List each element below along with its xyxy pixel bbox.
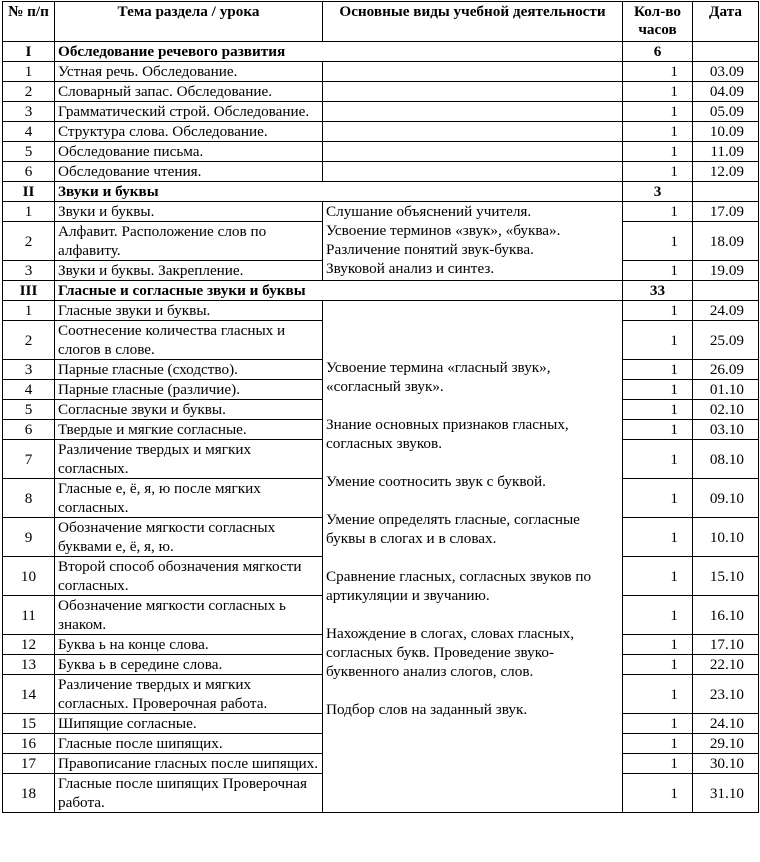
row-topic: Обследование чтения. (55, 162, 323, 182)
row-date: 09.10 (693, 479, 759, 518)
row-hours: 1 (623, 62, 693, 82)
row-activities-empty (323, 162, 623, 182)
row-hours: 1 (623, 122, 693, 142)
table-row (3, 162, 759, 182)
row-topic: Алфавит. Расположение слов по алфавиту. (55, 222, 323, 261)
row-topic: Различение твердых и мягких согласных. Проверочная работа. (55, 675, 323, 714)
table-body (3, 42, 759, 813)
row-number: 3 (3, 261, 55, 281)
row-topic: Соотнесение количества гласных и слогов в слове. (55, 321, 323, 360)
row-hours: 1 (623, 82, 693, 102)
row-activities-empty (323, 122, 623, 142)
activity-item: Сравнение гласных, согласных звуков по артикуляции и звучанию. (326, 568, 592, 604)
header-topic: Тема раздела / урока (55, 2, 323, 42)
activity-spacer (326, 605, 619, 624)
header-num: № п/п (3, 2, 55, 42)
table-row (3, 202, 759, 222)
row-hours: 1 (623, 479, 693, 518)
row-number: 16 (3, 734, 55, 754)
row-activities-empty (323, 62, 623, 82)
activity-item: Умение соотносить звук с буквой. (326, 473, 546, 490)
section-number: I (3, 42, 55, 62)
row-activities-empty (323, 82, 623, 102)
table-row (3, 102, 759, 122)
row-hours: 1 (623, 596, 693, 635)
row-topic: Звуки и буквы. Закрепление. (55, 261, 323, 281)
row-number: 14 (3, 675, 55, 714)
row-number: 12 (3, 635, 55, 655)
activity-spacer (326, 396, 619, 415)
row-hours: 1 (623, 380, 693, 400)
row-hours: 1 (623, 675, 693, 714)
row-date: 15.10 (693, 557, 759, 596)
row-topic: Обозначение мягкости согласных буквами е, ё, я, ю. (55, 518, 323, 557)
activity-item: Нахождение в слогах, словах гласных, согласных букв. Проведение звуко-буквенного анализ слогов, слов. (326, 625, 574, 680)
section-title: Обследование речевого развития (55, 42, 623, 62)
row-number: 17 (3, 754, 55, 774)
row-date: 19.09 (693, 261, 759, 281)
table-row (3, 301, 759, 321)
row-date: 04.09 (693, 82, 759, 102)
section-date-empty (693, 281, 759, 301)
row-number: 11 (3, 596, 55, 635)
activity-item: Подбор слов на заданный звук. (326, 701, 528, 718)
row-number: 1 (3, 62, 55, 82)
header-hours: Кол-во часов (623, 2, 693, 42)
row-topic: Структура слова. Обследование. (55, 122, 323, 142)
row-hours: 1 (623, 734, 693, 754)
row-date: 03.10 (693, 420, 759, 440)
row-date: 22.10 (693, 655, 759, 675)
activity-item: Умение определять гласные, согласные буквы в слогах и в словах. (326, 511, 580, 547)
row-date: 11.09 (693, 142, 759, 162)
row-topic: Правописание гласных после шипящих. (55, 754, 323, 774)
row-hours: 1 (623, 655, 693, 675)
row-date: 23.10 (693, 675, 759, 714)
row-hours: 1 (623, 714, 693, 734)
section-number: II (3, 182, 55, 202)
row-date: 26.09 (693, 360, 759, 380)
section-row (3, 42, 759, 62)
section-row (3, 281, 759, 301)
row-topic: Звуки и буквы. (55, 202, 323, 222)
row-date: 18.09 (693, 222, 759, 261)
row-number: 6 (3, 162, 55, 182)
header-date: Дата (693, 2, 759, 42)
row-hours: 1 (623, 518, 693, 557)
row-date: 03.09 (693, 62, 759, 82)
row-number: 18 (3, 774, 55, 813)
row-number: 4 (3, 380, 55, 400)
row-topic: Шипящие согласные. (55, 714, 323, 734)
row-number: 15 (3, 714, 55, 734)
row-activities-empty (323, 102, 623, 122)
row-hours: 1 (623, 301, 693, 321)
section-hours: 33 (623, 281, 693, 301)
row-number: 8 (3, 479, 55, 518)
section-title: Звуки и буквы (55, 182, 623, 202)
row-hours: 1 (623, 754, 693, 774)
row-topic: Второй способ обозначения мягкости согласных. (55, 557, 323, 596)
row-number: 2 (3, 321, 55, 360)
row-topic: Буква ь в середине слова. (55, 655, 323, 675)
row-date: 16.10 (693, 596, 759, 635)
row-date: 24.09 (693, 301, 759, 321)
row-number: 6 (3, 420, 55, 440)
row-number: 9 (3, 518, 55, 557)
row-topic: Обследование письма. (55, 142, 323, 162)
activity-item: Слушание объяснений учителя. (326, 203, 532, 220)
row-topic: Различение твердых и мягких согласных. (55, 440, 323, 479)
row-number: 5 (3, 400, 55, 420)
row-topic: Буква ь на конце слова. (55, 635, 323, 655)
row-date: 10.09 (693, 122, 759, 142)
section-date-empty (693, 42, 759, 62)
header-activities: Основные виды учебной деятельности (323, 2, 623, 42)
activity-spacer (326, 453, 619, 472)
row-topic: Гласные звуки и буквы. (55, 301, 323, 321)
row-topic: Твердые и мягкие согласные. (55, 420, 323, 440)
table-row (3, 122, 759, 142)
activity-item: Различение понятий звук-буква. (326, 241, 534, 258)
row-hours: 1 (623, 222, 693, 261)
row-date: 31.10 (693, 774, 759, 813)
row-hours: 1 (623, 102, 693, 122)
row-hours: 1 (623, 400, 693, 420)
row-hours: 1 (623, 774, 693, 813)
row-number: 4 (3, 122, 55, 142)
curriculum-table (2, 1, 759, 813)
row-topic: Гласные после шипящих Проверочная работа. (55, 774, 323, 813)
row-number: 2 (3, 82, 55, 102)
row-date: 17.09 (693, 202, 759, 222)
row-topic: Обозначение мягкости согласных ь знаком. (55, 596, 323, 635)
row-hours: 1 (623, 202, 693, 222)
row-topic: Грамматический строй. Обследование. (55, 102, 323, 122)
row-date: 01.10 (693, 380, 759, 400)
row-topic: Словарный запас. Обследование. (55, 82, 323, 102)
row-hours: 1 (623, 142, 693, 162)
row-number: 3 (3, 360, 55, 380)
row-date: 12.09 (693, 162, 759, 182)
row-hours: 1 (623, 420, 693, 440)
row-hours: 1 (623, 557, 693, 596)
row-date: 10.10 (693, 518, 759, 557)
row-number: 7 (3, 440, 55, 479)
row-date: 30.10 (693, 754, 759, 774)
row-number: 2 (3, 222, 55, 261)
activity-item: Усвоение терминов «звук», «буква». (326, 222, 561, 239)
row-date: 08.10 (693, 440, 759, 479)
section-number: III (3, 281, 55, 301)
row-number: 3 (3, 102, 55, 122)
row-topic: Устная речь. Обследование. (55, 62, 323, 82)
activity-item: Звуковой анализ и синтез. (326, 260, 495, 277)
section-date-empty (693, 182, 759, 202)
table-row (3, 82, 759, 102)
row-topic: Парные гласные (различие). (55, 380, 323, 400)
activity-spacer (326, 548, 619, 567)
row-date: 24.10 (693, 714, 759, 734)
table-header-row (3, 2, 759, 42)
row-activities-empty (323, 142, 623, 162)
row-topic: Согласные звуки и буквы. (55, 400, 323, 420)
table-row (3, 142, 759, 162)
row-number: 1 (3, 202, 55, 222)
row-hours: 1 (623, 321, 693, 360)
row-hours: 1 (623, 360, 693, 380)
row-date: 29.10 (693, 734, 759, 754)
row-number: 13 (3, 655, 55, 675)
section-hours: 3 (623, 182, 693, 202)
section-title: Гласные и согласные звуки и буквы (55, 281, 623, 301)
section-row (3, 182, 759, 202)
row-number: 1 (3, 301, 55, 321)
row-hours: 1 (623, 261, 693, 281)
section-activities (323, 202, 623, 281)
activity-spacer (326, 491, 619, 510)
activity-item: Усвоение термина «гласный звук», «согласный звук». (326, 359, 551, 395)
row-date: 25.09 (693, 321, 759, 360)
row-hours: 1 (623, 440, 693, 479)
row-topic: Гласные после шипящих. (55, 734, 323, 754)
section-hours: 6 (623, 42, 693, 62)
row-topic: Парные гласные (сходство). (55, 360, 323, 380)
activity-spacer (326, 681, 619, 700)
activity-item: Знание основных признаков гласных, согласных звуков. (326, 416, 569, 452)
row-number: 5 (3, 142, 55, 162)
row-date: 17.10 (693, 635, 759, 655)
table-row (3, 62, 759, 82)
activity-spacer (326, 339, 619, 358)
row-date: 02.10 (693, 400, 759, 420)
row-number: 10 (3, 557, 55, 596)
row-topic: Гласные е, ё, я, ю после мягких согласных. (55, 479, 323, 518)
row-hours: 1 (623, 162, 693, 182)
row-date: 05.09 (693, 102, 759, 122)
section-activities (323, 301, 623, 813)
row-hours: 1 (623, 635, 693, 655)
